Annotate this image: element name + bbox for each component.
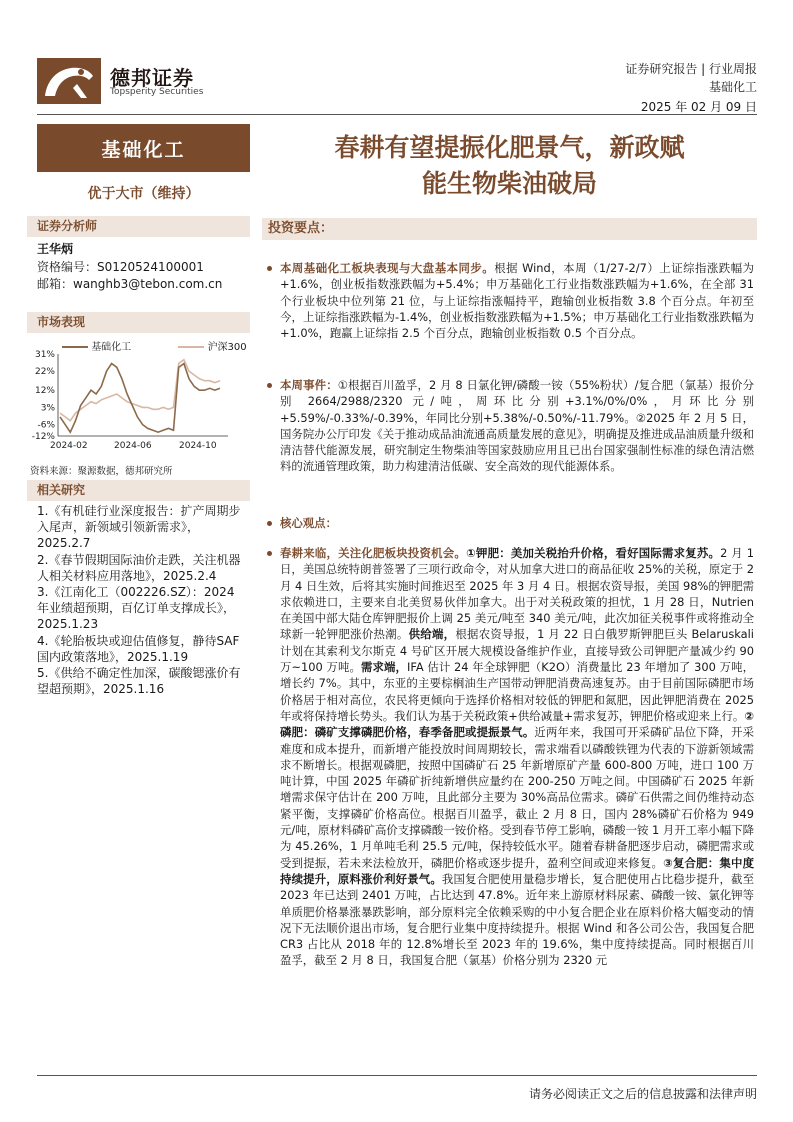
footer-divider bbox=[37, 1075, 757, 1076]
brand-name: 德邦证券 bbox=[110, 66, 194, 90]
y-tick-label: -12% bbox=[31, 432, 55, 442]
report-title bbox=[262, 130, 757, 202]
y-tick-label: 12% bbox=[34, 386, 55, 397]
related-list bbox=[37, 503, 250, 697]
demand-head: 需求端， bbox=[360, 660, 407, 675]
potash-head: ①钾肥：美加关税抬升价格，看好国际需求复苏。 bbox=[466, 546, 721, 560]
paragraph-weekly-events bbox=[280, 377, 754, 475]
compound-body: 我国复合肥使用量稳步增长，复合肥使用占比稳步提升，截至 2023 年已达到 2401 万吨，占比达到 47.8%。近年来上游原材料尿素、磷酸一铵、氯化钾等单质肥价格暴涨暴跌影响，部分原料完全依赖采购的中小复合肥企业在原料价格大幅变动的情况下无法顺价退出市场，复合肥行业集中度持续提升。根据 Wind 和各公司公告，我国复合肥 CR3 占比从 2018 年的 12.8%增长至 2023 年的 19.6%，集中度持续提高。同时根据百川盈孚，截至 2 月 8 日，我国复合肥（氯基）价格分别为 2320 元 bbox=[280, 871, 754, 968]
series-line-chem bbox=[60, 364, 220, 433]
paragraph-weekly-performance bbox=[280, 260, 754, 341]
related-item[interactable]: 2.《春节假期国际油价走跌，关注机器人相关材料应用落地》，2025.2.4 bbox=[37, 552, 241, 583]
legend-swatch-chem bbox=[62, 346, 88, 348]
compound-head: ③复合肥：集中度持续提升，原料涨价利好景气。 bbox=[280, 855, 754, 886]
related-item[interactable]: 4.《轮胎板块或迎估值修复，静待SAF 国内政策落地》，2025.1.19 bbox=[37, 633, 240, 664]
rating: 优于大市（维持） bbox=[87, 186, 200, 202]
para-body: ①根据百川盈孚，2 月 8 日氯化钾/磷酸一铵（55%粉状）/复合肥（氯基）报价分别 2664/2988/2320 元/吨，周环比分别+3.1%/0%/0%，月环比分别+5.59%/-0.33%/-0.39%，年同比分别+5.38%/-0.50%/-11.79%。②2025 年 2 月 5 日，国务院办公厅印发《关于推动成品油流通高质量发展的意见》，明确提及推进成品油质量升级和清洁替代能源发展，研究制定生物柴油等国家鼓励应用且已出台国家强制性标准的绿色清洁燃料的流通管理政策，助力构建清洁低碳、安全高效的现代能源体系。 bbox=[280, 378, 754, 474]
brand-logo bbox=[37, 58, 101, 104]
related-item[interactable]: 3.《江南化工（002226.SZ）：2024 年业绩超预期，百亿订单支撑成长》，2025.1.23 bbox=[37, 585, 236, 632]
y-tick-label: 31% bbox=[34, 350, 55, 360]
market-section-title: 市场表现 bbox=[27, 312, 250, 333]
core-views-title bbox=[280, 515, 754, 531]
phosphate-head: ②磷肥：磷矿支撑磷肥价格，春季备肥或提振景气。 bbox=[280, 708, 754, 740]
brand-name-en: Topsperity Securities bbox=[110, 87, 204, 97]
bullet-icon bbox=[267, 521, 272, 526]
invest-section-title: 投资要点： bbox=[262, 218, 757, 240]
supply-body: 根据农资导报，1 月 22 日白俄罗斯钾肥巨头 Belaruskali 计划在其索利戈尔斯克 4 号矿区开展大规模设备维护作业，直接导致公司钾肥产量减少约 90 万~100 万吨。 bbox=[280, 627, 754, 675]
analyst-section-title: 证券分析师 bbox=[27, 216, 250, 237]
para-head: 本周事件： bbox=[280, 378, 338, 392]
x-tick-label: 2024-02 bbox=[50, 441, 88, 451]
y-tick-label: 22% bbox=[34, 367, 55, 378]
para-head: 本周基础化工板块表现与大盘基本同步。 bbox=[280, 261, 495, 275]
related-item[interactable]: 1.《有机硅行业深度报告：扩产周期步入尾声，新领域引领新需求》，2025.2.7 bbox=[37, 504, 241, 551]
phosphate-body: 近两年来，我国可开采磷矿品位下降，开采难度和成本提升，而新增产能投放时间周期较长，需求端看以磷酸铁锂为代表的下游新领域需求不断增长。根据观磷肥，按照中国磷矿石 25 年新增原矿产量 600-800 万吨，进口 100 万吨计算，中国 2025 年磷矿折纯新增供应量约在 200-250 万吨之间。中国磷矿石 2025 年新增需求保守估计在 200 万吨，且此部分主要为 30%高品位需求。磷矿石供需之间仍维持动态紧平衡，支撑磷矿价格高位。根据百川盈孚，截止 2 月 8 日，国内 28%磷矿石价格为 949 元/吨，原材料磷矿高价支撑磷酸一铵价格。受到春节停工影响，磷酸一铵 1 月开工率小幅下降为 45.26%，1 月单吨毛利 25.5 元/吨，保持较低水平。随着春耕备肥逐步启动，磷肥需求或受到提振，若未来法检放开，磷肥价格或逐步提升，盈利空间或迎来修复。 bbox=[280, 725, 754, 870]
paragraph-fertilizer bbox=[280, 545, 754, 969]
supply-head: 供给端， bbox=[408, 627, 456, 642]
report-industry: 基础化工 bbox=[708, 80, 757, 94]
leopard-logo-icon bbox=[37, 58, 101, 104]
analyst-email: 邮箱：wanghb3@tebon.com.cn bbox=[37, 277, 223, 291]
bullet-icon bbox=[267, 383, 272, 388]
analyst-name: 王华炳 bbox=[37, 242, 74, 256]
para-head: 春耕来临，关注化肥板块投资机会。 bbox=[280, 546, 467, 560]
legend-label-chem: 基础化工 bbox=[91, 342, 132, 353]
market-chart bbox=[28, 350, 250, 456]
title-line-1: 春耕有望提振化肥景气，新政赋 bbox=[334, 133, 685, 162]
footer-disclaimer: 请务必阅读正文之后的信息披露和法律声明 bbox=[528, 1087, 757, 1101]
report-date: 2025 年 02 月 09 日 bbox=[640, 100, 757, 114]
title-line-2: 能生物柴油破局 bbox=[421, 169, 597, 198]
related-item[interactable]: 5.《供给不确定性加深，碳酸锶涨价有望超预期》，2025.1.16 bbox=[37, 666, 241, 697]
report-meta bbox=[625, 60, 757, 96]
core-title-text: 核心观点： bbox=[280, 516, 337, 530]
demand-body: IFA 估计 24 年全球钾肥（K2O）消费量比 23 年增加了 300 万吨，增长约 7%。其中，东亚的主要棕榈油生产国带动钾肥消费高速复苏。由于目前国际磷肥市场价格居于相对高位，农民将更倾向于选择价格相对较低的钾肥和氮肥，因此钾肥消费在 2025 年或将保持增长势头。我们认为基于关税政策+供给减量+需求复苏，钾肥价格或迎来上行。 bbox=[280, 660, 754, 723]
header-divider bbox=[37, 114, 757, 115]
report-type: 证券研究报告 | 行业周报 bbox=[625, 62, 757, 76]
legend-label-hs300: 沪深300 bbox=[207, 342, 247, 353]
bullet-icon bbox=[267, 551, 272, 556]
bullet-icon bbox=[267, 266, 272, 271]
y-tick-label: 3% bbox=[40, 403, 55, 414]
para-body: 根据 Wind，本周（1/27-2/7）上证综指涨跌幅为+1.6%，创业板指数涨跌幅为+5.4%；申万基础化工行业指数涨跌幅为+1.6%，在全部 31 个行业板块中位列第 21 位，与上证综指涨幅持平，跑输创业板指数 3.8 个百分点。年初至今，上证综指涨跌幅为-1.4%，创业板指数涨跌幅为+1.5%；申万基础化工行业指数涨跌幅为+1.0%，跑赢上证综指 2.5 个百分点，跑输创业板指数 0.5 个百分点。 bbox=[280, 261, 754, 341]
chart-source: 资料来源：聚源数据，德邦研究所 bbox=[30, 466, 173, 477]
y-tick-label: -6% bbox=[37, 420, 55, 431]
industry-box: 基础化工 bbox=[37, 124, 250, 172]
legend-swatch-hs300 bbox=[178, 346, 204, 348]
potash-body: 2 月 1 日，美国总统特朗普签署了三项行政命令，对从加拿大进口的商品征收 25%的关税，原定于 2 月 4 日生效，后将其实施时间推迟至 2025 年 3 月 4 日。根据农资导报，美国 98%的钾肥需求依赖进口，主要来自北美贸易伙伴加拿大。出于对关税政策的担忧，1 月 28 日，Nutrien 在美国中部大陆仓库钾肥报价上调 25 美元/吨至 340 美元/吨，此次加征关税事件或将推动全球新一轮钾肥涨价热潮。 bbox=[280, 546, 754, 642]
analyst-cert: 资格编号：S0120524100001 bbox=[37, 260, 204, 274]
x-tick-label: 2024-06 bbox=[114, 441, 152, 451]
x-tick-label: 2024-10 bbox=[179, 441, 217, 451]
series-line-hs300 bbox=[60, 360, 220, 421]
related-section-title: 相关研究 bbox=[27, 480, 250, 501]
